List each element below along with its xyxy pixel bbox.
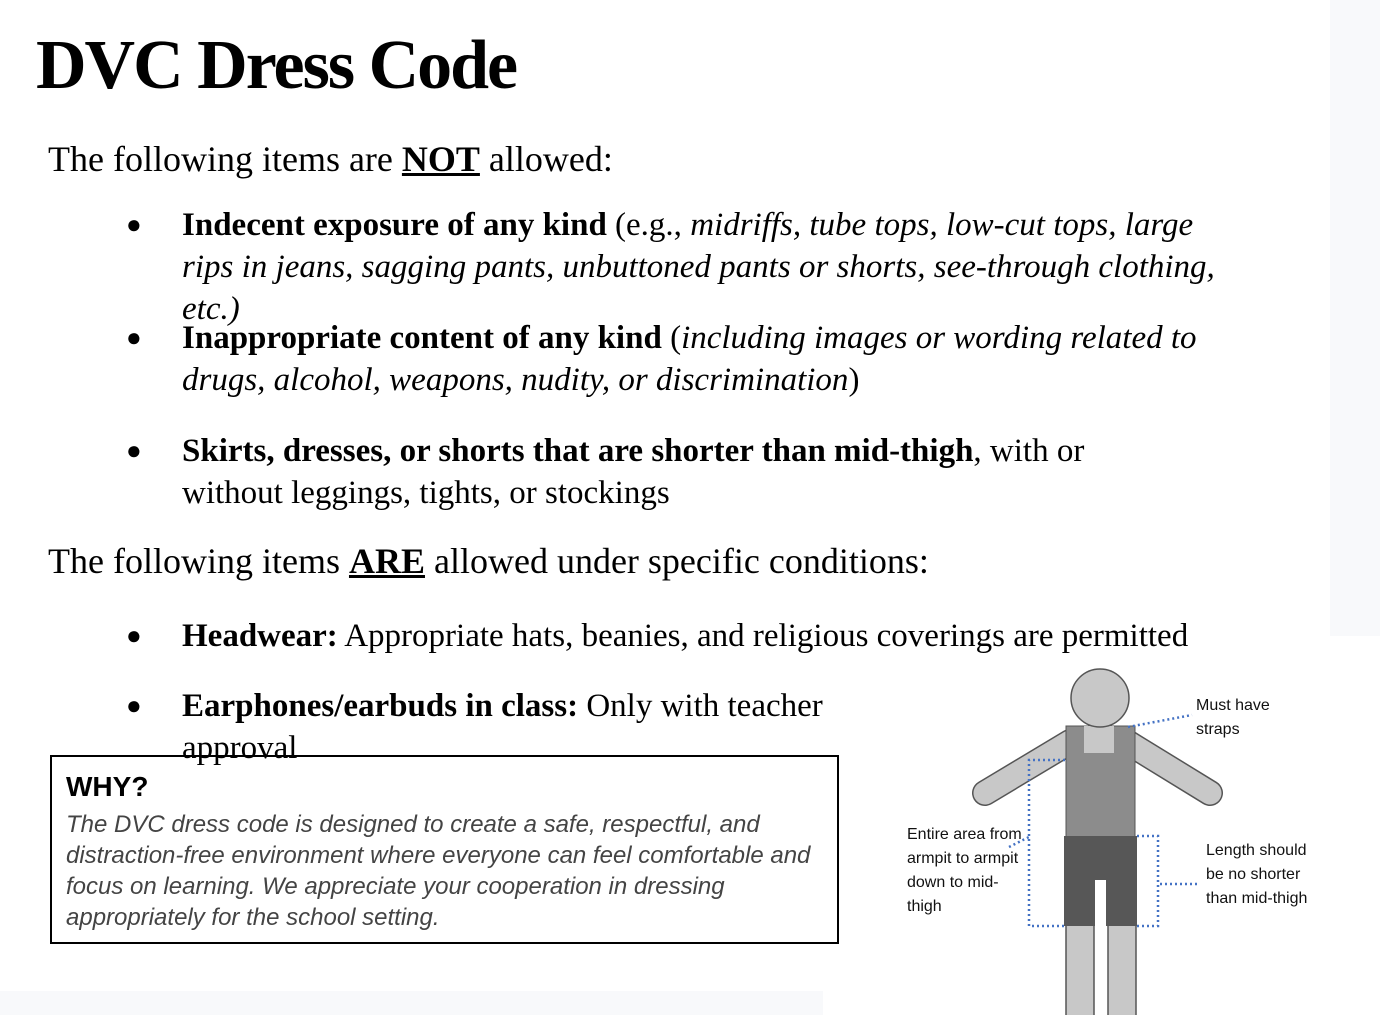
- area-guide-right: [1137, 836, 1158, 926]
- intro-prefix: The following items: [48, 541, 349, 581]
- label-length: Length should be no shorter than mid-thigh: [1206, 842, 1308, 907]
- item-bold: Indecent exposure of any kind: [182, 207, 607, 243]
- item-italic: including images or wording related to drugs, alcohol, weapons, nudity, or discrimination: [182, 320, 1197, 398]
- item-bold: Skirts, dresses, or shorts that are shorter than mid-thigh: [182, 433, 974, 469]
- bullet-icon: ●: [126, 621, 142, 650]
- label-armpit-area: Entire area from armpit to armpit down to mid-thigh: [907, 826, 1022, 915]
- intro-emphasis-are: ARE: [348, 541, 425, 581]
- item-bold: Inappropriate content of any kind: [182, 320, 662, 356]
- shorts-gap: [1095, 880, 1106, 926]
- bullet-icon: ●: [126, 691, 142, 720]
- item-text: (: [661, 320, 682, 356]
- bullet-icon: ●: [126, 210, 142, 239]
- item-text: (e.g.,: [606, 207, 691, 243]
- bullet-icon: ●: [126, 323, 142, 352]
- intro-suffix: allowed under specific conditions:: [424, 541, 929, 581]
- left-leg: [1066, 922, 1094, 1015]
- right-leg: [1108, 922, 1136, 1015]
- why-title: WHY?: [66, 771, 149, 802]
- intro-emphasis-not: NOT: [401, 139, 480, 179]
- head: [1071, 669, 1129, 727]
- item-post: ): [848, 362, 860, 398]
- left-arm-fill: [985, 742, 1070, 793]
- item-text: Only with teacher approval: [182, 688, 823, 766]
- page-title: DVC Dress Code: [36, 27, 517, 104]
- item-bold: Headwear:: [182, 618, 338, 654]
- area-guide-left: [1029, 760, 1065, 926]
- intro-suffix: allowed:: [479, 139, 613, 179]
- dress-code-figure-diagram: [890, 660, 1330, 1015]
- intro-prefix: The following items are: [48, 139, 402, 179]
- allowed-intro: [48, 540, 929, 583]
- bullet-icon: ●: [126, 436, 142, 465]
- neckline: [1084, 726, 1114, 753]
- item-text: Appropriate hats, beanies, and religious coverings are permitted: [337, 618, 1189, 654]
- straps-pointer: [1128, 715, 1192, 727]
- item-text: , with or without leggings, tights, or stockings: [182, 433, 1085, 511]
- item-italic: midriffs, tube tops, low-cut tops, large rips in jeans, sagging pants, unbuttoned pants or shorts, see-through clothing, etc.): [182, 207, 1215, 327]
- item-bold: Earphones/earbuds in class:: [182, 688, 579, 724]
- label-must-have-straps: Must have straps: [1196, 697, 1270, 738]
- right-arm-fill: [1127, 742, 1210, 793]
- right-margin-strip: [1330, 0, 1380, 636]
- why-box: [50, 755, 839, 944]
- bottom-margin-strip: [0, 991, 823, 1015]
- not-allowed-intro: [48, 138, 613, 181]
- why-body: The DVC dress code is designed to create a safe, respectful, and distraction-free environment where everyone can feel comfortable and focus on learning. We appreciate your cooperation in dressing appropriately for the school setting.: [66, 811, 811, 931]
